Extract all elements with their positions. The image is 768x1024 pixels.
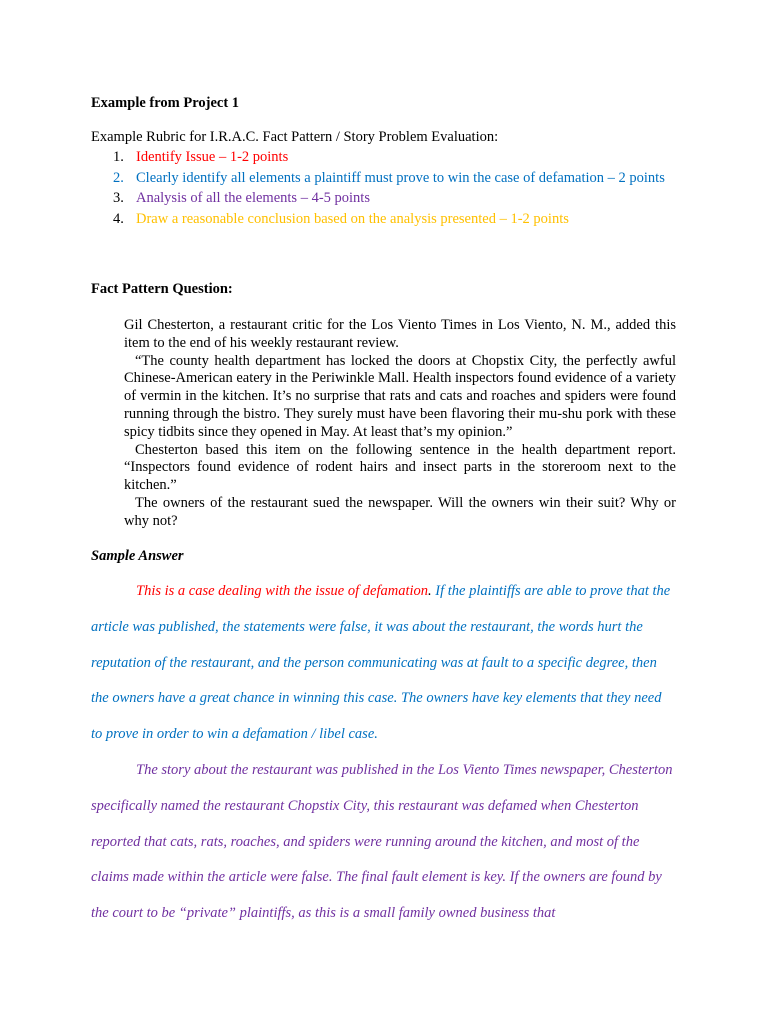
rubric-item-elements	[91, 168, 691, 189]
answer-issue-text: This is a case dealing with the issue of defamation	[136, 583, 429, 599]
rubric-item-number: 3.	[113, 190, 124, 207]
document-title: Example from Project 1	[91, 95, 240, 111]
answer-paragraph-2	[91, 753, 676, 932]
rubric-item-analysis	[91, 188, 691, 209]
answer-rule-text: If the plaintiffs are able to prove that the article was published, the statements were false, it was about the restaurant, the words hurt the reputation of the restaurant, and the person communicating was at fault to a specific degree, then the owners have a great chance in winning this case. The owners have key elements that they need to prove in order to win a defamation / libel case.	[91, 583, 671, 743]
rubric-item-conclusion	[91, 209, 691, 230]
answer-analysis-text: The story about the restaurant was published in the Los Viento Times newspaper, Chesterton specifically named the restaurant Chopstix City, this restaurant was defamed when Chesterton reported that cats, rats, roaches, and spiders were running around the kitchen, and most of the claims made within the article were false. The final fault element is key. If the owners are found by the court to be “private” plaintiffs, as this is a small family owned business that	[91, 762, 673, 922]
rubric-item-text: Identify Issue – 1-2 points	[136, 149, 289, 165]
rubric-item-number: 2.	[113, 169, 124, 186]
fact-paragraph: Gil Chesterton, a restaurant critic for the Los Viento Times in Los Viento, N. M., added this item to the end of his weekly restaurant review.	[124, 317, 676, 351]
rubric-list	[91, 147, 691, 229]
sample-answer-heading: Sample Answer	[91, 548, 184, 564]
rubric-item-text: Analysis of all the elements – 4-5 points	[136, 190, 370, 207]
fact-pattern-block	[124, 317, 676, 531]
answer-period: .	[428, 583, 432, 599]
fact-paragraph: The owners of the restaurant sued the newspaper. Will the owners win their suit? Why or why not?	[124, 494, 676, 529]
rubric-intro: Example Rubric for I.R.A.C. Fact Pattern / Story Problem Evaluation:	[91, 129, 499, 145]
rubric-item-number: 4.	[113, 210, 124, 227]
rubric-item-text: Draw a reasonable conclusion based on the analysis presented – 1-2 points	[136, 210, 569, 227]
rubric-item-issue	[91, 147, 691, 168]
rubric-item-text: Clearly identify all elements a plaintiff must prove to win the case of defamation – 2 points	[136, 169, 665, 186]
fact-paragraph: Chesterton based this item on the following sentence in the health department report. “Inspectors found evidence of rodent hairs and insect parts in the storeroom next to the kitchen.”	[124, 441, 676, 494]
fact-paragraph: “The county health department has locked the doors at Chopstix City, the perfectly awful Chinese-American eatery in the Periwinkle Mall. Health inspectors found evidence of a variety of vermin in the kitchen. It’s no surprise that rats and cats and roaches and spiders were found running through the bistro. They surely must have been flavoring their mu-shu pork with these spicy tidbits since they opened in May. At least that’s my opinion.”	[124, 352, 677, 440]
rubric-item-number: 1.	[113, 149, 124, 165]
fact-pattern-heading: Fact Pattern Question:	[91, 281, 233, 297]
answer-paragraph-1	[91, 574, 676, 753]
